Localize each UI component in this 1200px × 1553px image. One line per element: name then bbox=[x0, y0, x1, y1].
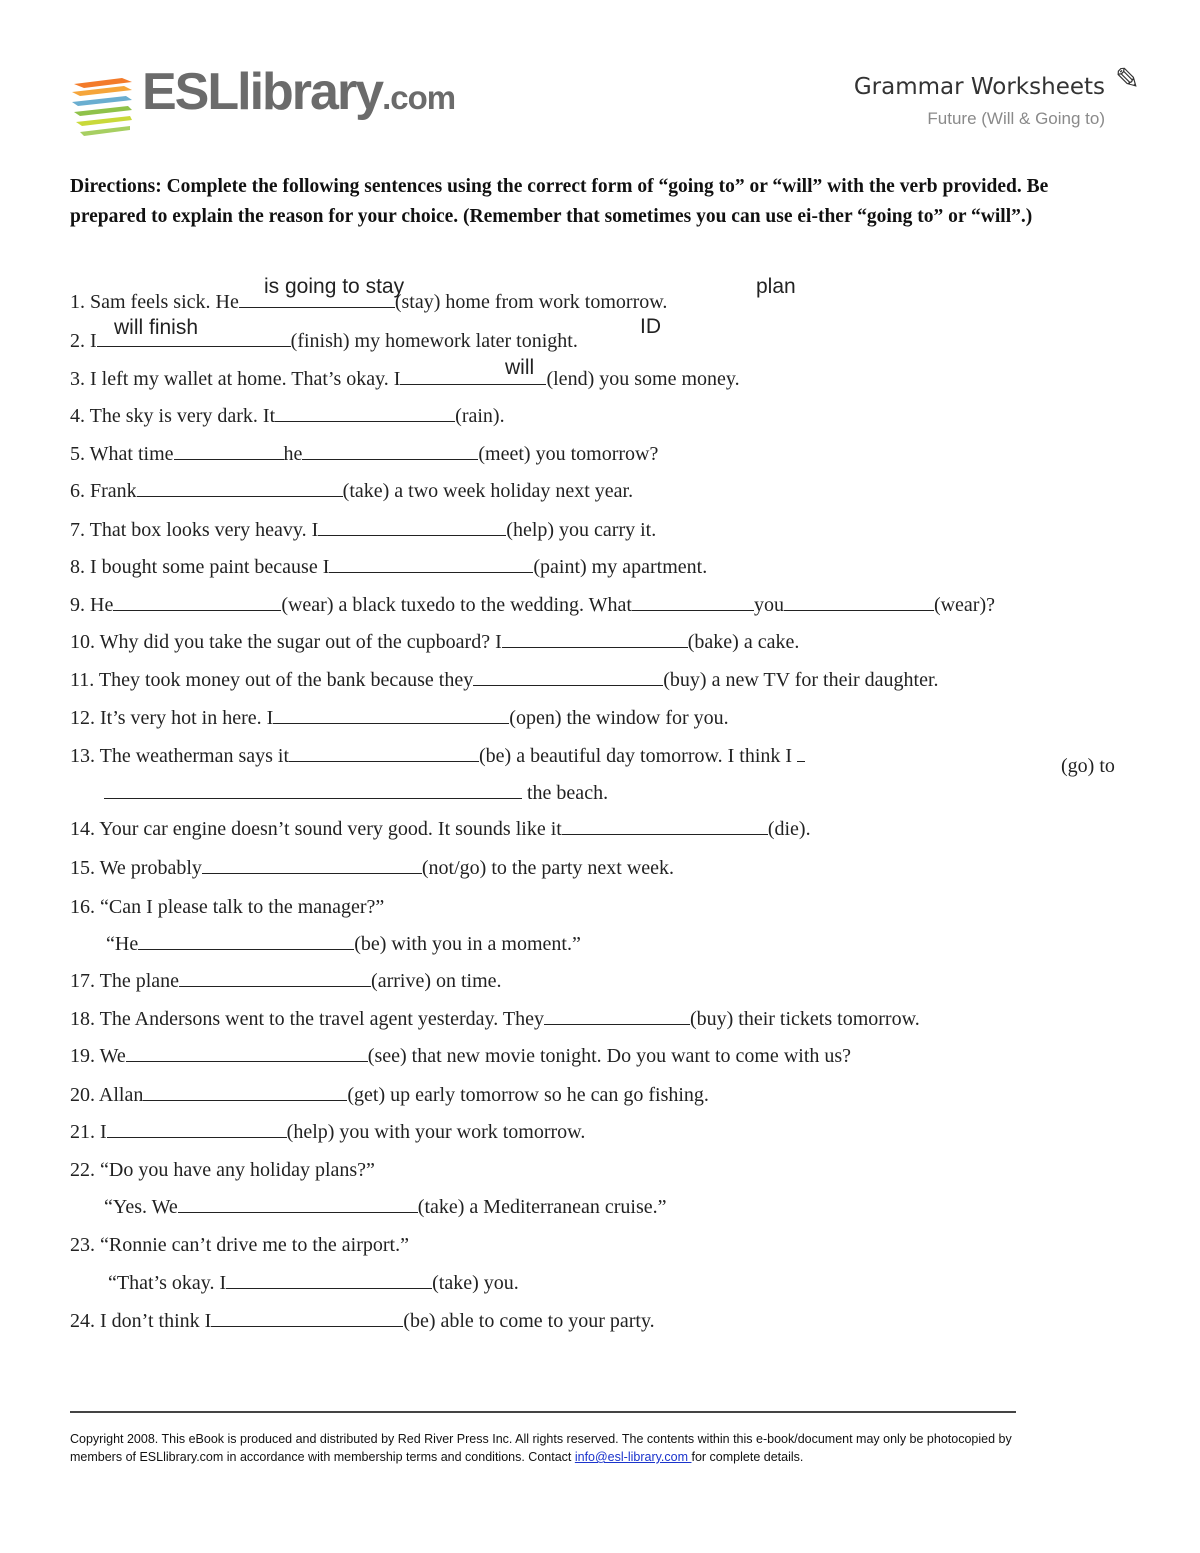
question-13: 13. The weatherman says it (be) a beautiful day tomorrow. I think I bbox=[70, 743, 805, 769]
question-8: 8. I bought some paint because I (paint) my apartment. bbox=[70, 556, 708, 578]
question-10: 10. Why did you take the sugar out of the cupboard? I (bake) a cake. bbox=[70, 631, 800, 653]
directions: Directions: Complete the following sentences using the correct form of “going to” or “will” with the verb provided. Be prepared to explain the reason for your choice. (Remember that sometimes you can use ei-ther “going to” or “will”.) bbox=[70, 176, 1049, 227]
pencil-icon: ✎ bbox=[1114, 63, 1140, 96]
question-17: 17. The plane (arrive) on time. bbox=[70, 970, 502, 992]
answer-blank[interactable] bbox=[784, 592, 934, 611]
footer-divider bbox=[70, 1411, 1016, 1413]
question-13-continued: the beach. bbox=[104, 780, 608, 806]
answer-blank[interactable] bbox=[202, 855, 422, 874]
answer-blank[interactable] bbox=[318, 517, 506, 536]
answer-blank[interactable] bbox=[138, 931, 354, 950]
answer-blank[interactable] bbox=[178, 1194, 418, 1213]
question-20: 20. Allan (get) up early tomorrow so he can go fishing. bbox=[70, 1084, 709, 1106]
answer-blank[interactable] bbox=[562, 816, 768, 835]
logo-books-icon bbox=[70, 76, 136, 142]
answer-q1: is going to stay bbox=[264, 275, 405, 298]
question-22-reply: “Yes. We (take) a Mediterranean cruise.” bbox=[104, 1196, 667, 1218]
answer-blank[interactable] bbox=[289, 743, 479, 762]
question-5: 5. What time he (meet) you tomorrow? bbox=[70, 443, 659, 465]
answer-blank[interactable] bbox=[302, 441, 478, 460]
answer-blank[interactable] bbox=[632, 592, 754, 611]
answer-blank[interactable] bbox=[502, 629, 688, 648]
answer-q3: will bbox=[505, 356, 535, 379]
question-7: 7. That box looks very heavy. I (help) you carry it. bbox=[70, 519, 657, 541]
answer-blank[interactable] bbox=[797, 743, 805, 762]
question-19: 19. We (see) that new movie tonight. Do you want to come with us? bbox=[70, 1045, 852, 1067]
answer-blank[interactable] bbox=[211, 1308, 403, 1327]
answer-q1-note: plan bbox=[756, 275, 796, 298]
question-16: 16. “Can I please talk to the manager?” bbox=[70, 896, 385, 918]
question-9: 9. He (wear) a black tuxedo to the wedding. What you (wear)? bbox=[70, 594, 996, 616]
question-15: 15. We probably (not/go) to the party next week. bbox=[70, 857, 675, 879]
answer-blank[interactable] bbox=[137, 478, 343, 497]
copyright-footer: Copyright 2008. This eBook is produced and distributed by Red River Press Inc. All rights reserved. The contents within this e-book/document may only be photocopied by members of ESLlibrary.com in accordance with membership terms and conditions. Contact info@esl-library.com for complete details. bbox=[70, 1432, 1012, 1464]
question-12: 12. It’s very hot in here. I (open) the window for you. bbox=[70, 707, 729, 729]
question-2: 2. I (finish) my homework later tonight. bbox=[70, 330, 578, 352]
question-14: 14. Your car engine doesn’t sound very good. It sounds like it (die). bbox=[70, 818, 811, 840]
question-21: 21. I (help) you with your work tomorrow. bbox=[70, 1121, 586, 1143]
question-1: 1. Sam feels sick. He (stay) home from work tomorrow. bbox=[70, 291, 668, 313]
question-13-verb: (go) to bbox=[1061, 755, 1115, 777]
answer-blank[interactable] bbox=[544, 1006, 690, 1025]
question-11: 11. They took money out of the bank because they (buy) a new TV for their daughter. bbox=[70, 669, 939, 691]
logo bbox=[70, 76, 136, 142]
answer-blank[interactable] bbox=[113, 592, 281, 611]
answer-blank[interactable] bbox=[473, 667, 663, 686]
answer-blank[interactable] bbox=[275, 403, 455, 422]
contact-email-link[interactable]: info@esl-library.com bbox=[574, 1450, 692, 1464]
worksheet-title: Grammar Worksheets bbox=[853, 74, 1105, 100]
answer-q2-note: ID bbox=[640, 315, 661, 338]
question-4: 4. The sky is very dark. It (rain). bbox=[70, 405, 505, 427]
question-24: 24. I don’t think I (be) able to come to your party. bbox=[70, 1310, 655, 1332]
answer-blank[interactable] bbox=[179, 968, 371, 987]
question-6: 6. Frank (take) a two week holiday next year. bbox=[70, 480, 634, 502]
question-23: 23. “Ronnie can’t drive me to the airport.” bbox=[70, 1234, 409, 1256]
answer-blank[interactable] bbox=[329, 554, 533, 573]
logo-wordmark: ESLlibrary.com bbox=[142, 63, 456, 121]
question-18: 18. The Andersons went to the travel agent yesterday. They (buy) their tickets tomorrow. bbox=[70, 1008, 920, 1030]
question-16-reply: “He (be) with you in a moment.” bbox=[106, 933, 581, 955]
answer-blank[interactable] bbox=[126, 1043, 368, 1062]
answer-blank[interactable] bbox=[174, 441, 284, 460]
question-3: 3. I left my wallet at home. That’s okay. I (lend) you some money. bbox=[70, 368, 740, 390]
answer-blank[interactable] bbox=[143, 1082, 347, 1101]
answer-q2: will finish bbox=[114, 316, 199, 339]
answer-blank[interactable] bbox=[273, 705, 509, 724]
question-22: 22. “Do you have any holiday plans?” bbox=[70, 1159, 375, 1181]
question-23-reply: “That’s okay. I (take) you. bbox=[108, 1272, 519, 1294]
answer-blank[interactable] bbox=[104, 780, 522, 799]
answer-blank[interactable] bbox=[107, 1119, 287, 1138]
worksheet-subtitle: Future (Will & Going to) bbox=[927, 109, 1105, 128]
answer-blank[interactable] bbox=[226, 1270, 432, 1289]
